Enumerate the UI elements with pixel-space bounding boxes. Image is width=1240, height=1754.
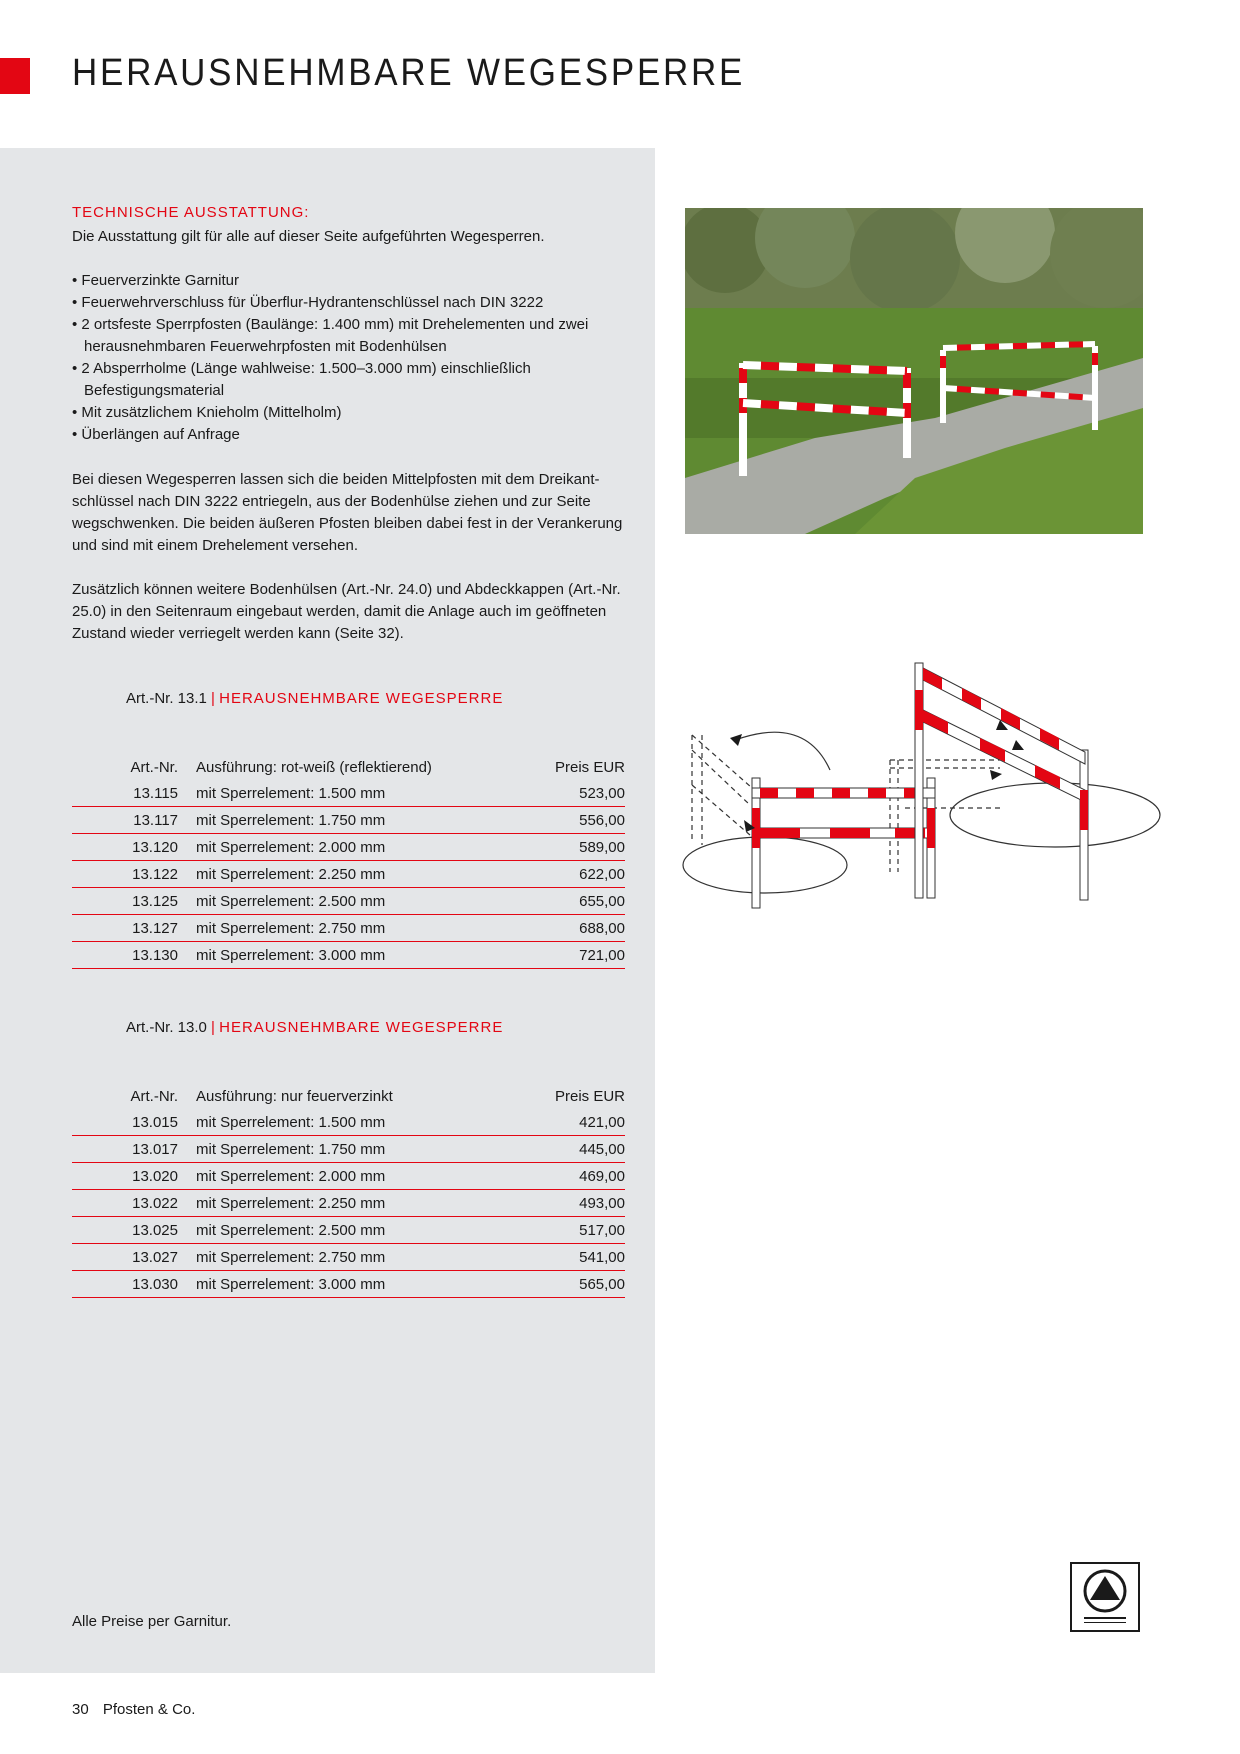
table-row: [72, 834, 625, 861]
section-artnr: Art.-Nr. 13.0: [126, 1019, 207, 1036]
column-header: Art.-Nr.: [130, 759, 178, 776]
price-cell: 517,00: [512, 1217, 625, 1244]
table-row: [72, 1163, 625, 1190]
list-item: • Mit zusätzlichem Knieholm (Mittelholm): [72, 404, 342, 421]
variant-cell: mit Sperrelement: 2.500 mm: [196, 1217, 512, 1244]
artnr-cell: 13.030: [72, 1271, 196, 1298]
brand-name: Pfosten & Co.: [102, 1701, 196, 1718]
variant-cell: mit Sperrelement: 1.750 mm: [196, 807, 527, 834]
artnr-cell: 13.027: [72, 1244, 196, 1271]
table-row: [72, 942, 625, 969]
price-cell: 688,00: [527, 915, 625, 942]
artnr-cell: 13.020: [72, 1163, 196, 1190]
column-header: Ausführung: rot-weiß (reflektierend): [196, 759, 432, 776]
list-item: • Feuerwehrverschluss für Überflur-Hydrantenschlüssel nach DIN 3222: [72, 294, 544, 311]
variant-cell: mit Sperrelement: 2.000 mm: [196, 1163, 512, 1190]
artnr-cell: 13.122: [72, 861, 196, 888]
artnr-cell: 13.015: [72, 1109, 196, 1136]
table-row: [72, 1217, 625, 1244]
price-cell: 523,00: [527, 780, 625, 807]
price-cell: 721,00: [527, 942, 625, 969]
list-item: • 2 ortsfeste Sperrpfosten (Baulänge: 1.400 mm) mit Drehelementen und zwei herausnehmbaren Feuerwehrpfosten mit Bodenhülsen: [72, 316, 589, 355]
variant-cell: mit Sperrelement: 1.750 mm: [196, 1136, 512, 1163]
list-item: • Feuerverzinkte Garnitur: [72, 272, 239, 289]
table-row: [72, 1244, 625, 1271]
product-photo: [685, 208, 1143, 534]
section-label: HERAUSNEHMBARE WEGESPERRE: [219, 690, 504, 707]
technical-drawing: [680, 660, 1170, 920]
artnr-cell: 13.120: [72, 834, 196, 861]
column-header: Preis EUR: [554, 1088, 625, 1105]
list-item: • 2 Absperrholme (Länge wahlweise: 1.500–3.000 mm) einschließlich Befestigungsmaterial: [72, 360, 531, 399]
artnr-cell: 13.115: [72, 780, 196, 807]
page-number: 30: [72, 1701, 89, 1718]
section-title-13-1: [126, 690, 503, 707]
title-accent-square: [0, 58, 30, 94]
list-item: • Überlängen auf Anfrage: [72, 426, 240, 443]
tech-intro: Die Ausstattung gilt für alle auf dieser Seite aufgeführten Wegesperren.: [72, 228, 545, 245]
variant-cell: mit Sperrelement: 1.500 mm: [196, 780, 527, 807]
section-separator: |: [211, 690, 215, 707]
table-header-row: [72, 747, 625, 780]
price-cell: 556,00: [527, 807, 625, 834]
variant-cell: mit Sperrelement: 2.250 mm: [196, 1190, 512, 1217]
table-row: [72, 807, 625, 834]
table-row: [72, 1271, 625, 1298]
variant-cell: mit Sperrelement: 2.000 mm: [196, 834, 527, 861]
table-row: [72, 1109, 625, 1136]
section-label: HERAUSNEHMBARE WEGESPERRE: [219, 1019, 504, 1036]
page-footer: [72, 1701, 195, 1718]
triangle-seal-icon: [1072, 1564, 1138, 1630]
section-title-13-0: [126, 1019, 503, 1036]
price-table-13-1: [72, 747, 625, 969]
page-title: HERAUSNEHMBARE WEGESPERRE: [72, 52, 746, 94]
feature-list: [72, 270, 632, 446]
variant-cell: mit Sperrelement: 1.500 mm: [196, 1109, 512, 1136]
price-cell: 565,00: [512, 1271, 625, 1298]
artnr-cell: 13.025: [72, 1217, 196, 1244]
table-row: [72, 915, 625, 942]
variant-cell: mit Sperrelement: 2.500 mm: [196, 888, 527, 915]
artnr-cell: 13.117: [72, 807, 196, 834]
variant-cell: mit Sperrelement: 2.750 mm: [196, 915, 527, 942]
table-row: [72, 1190, 625, 1217]
variant-cell: mit Sperrelement: 3.000 mm: [196, 1271, 512, 1298]
table-header-row: [72, 1076, 625, 1109]
artnr-cell: 13.130: [72, 942, 196, 969]
triangle-seal-icon: [1070, 1562, 1140, 1632]
artnr-cell: 13.022: [72, 1190, 196, 1217]
description-paragraph: Bei diesen Wegesperren lassen sich die beiden Mittelpfosten mit dem Dreikant-schlüssel nach DIN 3222 entriegeln, aus der Bodenhülse ziehen und zur Seite wegschwenken. Die beiden äußeren Pfosten bleiben dabei fest in der Verankerung und sind mit einem Drehelement versehen.: [72, 471, 623, 554]
price-footnote: Alle Preise per Garnitur.: [72, 1613, 232, 1630]
price-cell: 469,00: [512, 1163, 625, 1190]
column-header: Preis EUR: [554, 759, 625, 776]
price-cell: 622,00: [527, 861, 625, 888]
table-row: [72, 861, 625, 888]
price-cell: 421,00: [512, 1109, 625, 1136]
artnr-cell: 13.017: [72, 1136, 196, 1163]
price-cell: 493,00: [512, 1190, 625, 1217]
price-cell: 541,00: [512, 1244, 625, 1271]
tech-heading: TECHNISCHE AUSSTATTUNG:: [72, 204, 310, 221]
column-header: Art.-Nr.: [130, 1088, 178, 1105]
section-artnr: Art.-Nr. 13.1: [126, 690, 207, 707]
column-header: Ausführung: nur feuerverzinkt: [196, 1088, 393, 1105]
table-row: [72, 1136, 625, 1163]
variant-cell: mit Sperrelement: 2.250 mm: [196, 861, 527, 888]
price-cell: 445,00: [512, 1136, 625, 1163]
accessories-paragraph: Zusätzlich können weitere Bodenhülsen (Art.-Nr. 24.0) und Abdeckkappen (Art.-Nr. 25.0) in den Seitenraum eingebaut werden, damit die Anlage auch im geöffneten Zustand wieder verriegelt werden kann (Seite 32).: [72, 581, 621, 642]
section-separator: |: [211, 1019, 215, 1036]
artnr-cell: 13.125: [72, 888, 196, 915]
price-cell: 589,00: [527, 834, 625, 861]
table-row: [72, 780, 625, 807]
table-row: [72, 888, 625, 915]
artnr-cell: 13.127: [72, 915, 196, 942]
variant-cell: mit Sperrelement: 2.750 mm: [196, 1244, 512, 1271]
price-cell: 655,00: [527, 888, 625, 915]
price-table-13-0: [72, 1076, 625, 1298]
variant-cell: mit Sperrelement: 3.000 mm: [196, 942, 527, 969]
